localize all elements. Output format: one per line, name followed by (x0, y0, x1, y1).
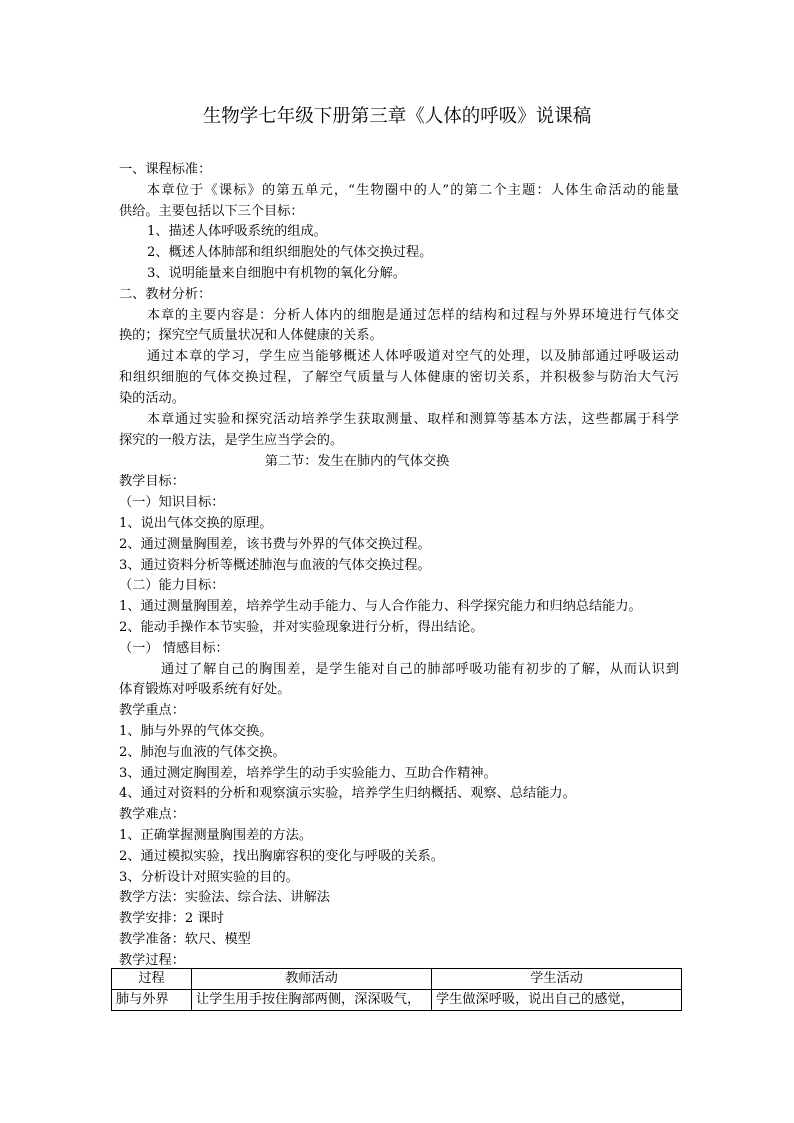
paragraph-line: 体育锻炼对呼吸系统有好处。 (119, 682, 291, 697)
list-item: 1、描述人体呼吸系统的组成。 (147, 224, 327, 239)
paragraph-line: 供给。主要包括以下三个目标： (119, 204, 304, 219)
list-item: 1、通过测量胸围差，培养学生动手能力、与人合作能力、科学探究能力和归纳总结能力。 (119, 599, 642, 614)
ability-heading: （二）能力目标： (119, 578, 225, 593)
paragraph-line: 通过本章的学习，学生应当能够概述人体呼吸道对空气的处理，以及肺部通过呼吸运动 (147, 349, 679, 364)
list-item: 2、通过测量胸围差，该书费与外界的气体交换过程。 (119, 537, 431, 552)
knowledge-heading: （一）知识目标： (119, 495, 225, 510)
column-header-teacher: 教师活动 (192, 969, 432, 990)
paragraph-line: 本章通过实验和探究活动培养学生获取测量、取样和测算等基本方法，这些都属于科学 (147, 412, 679, 427)
paragraph-line: 本章位于《课标》的第五单元，“生物圈中的人”的第二个主题：人体生命活动的能量 (147, 183, 679, 198)
table-cell: 学生做深呼吸，说出自己的感觉， (432, 990, 682, 1011)
difficulty-heading: 教学难点： (119, 807, 185, 822)
list-item: 2、能动手操作本节实验，并对实验现象进行分析，得出结论。 (119, 620, 484, 635)
list-item: 3、通过测定胸围差，培养学生的动手实验能力、互助合作精神。 (119, 766, 497, 781)
section-heading-curriculum: 一、课程标准： (119, 162, 212, 177)
paragraph-line: 染的活动。 (119, 391, 185, 406)
table-row (112, 990, 682, 1011)
column-header-process: 过程 (112, 969, 192, 990)
list-item: 3、说明能量来自细胞中有机物的氧化分解。 (147, 266, 406, 281)
list-item: 3、通过资料分析等概述肺泡与血液的气体交换过程。 (119, 558, 431, 573)
list-item: 2、通过模拟实验，找出胸廓容积的变化与呼吸的关系。 (119, 849, 444, 864)
objectives-heading: 教学目标： (119, 474, 185, 489)
table-cell: 肺与外界 (112, 990, 192, 1011)
paragraph-line: 探究的一般方法，是学生应当学会的。 (119, 433, 344, 448)
list-item: 1、说出气体交换的原理。 (119, 516, 273, 531)
section-heading-textbook: 二、教材分析： (119, 287, 212, 302)
process-heading: 教学过程： (119, 953, 185, 968)
list-item: 2、概述人体肺部和组织细胞处的气体交换过程。 (147, 245, 433, 260)
process-table (111, 968, 682, 1011)
list-item: 2、肺泡与血液的气体交换。 (119, 745, 286, 760)
column-header-student: 学生活动 (432, 969, 682, 990)
paragraph-line: 换的；探究空气质量状况和人体健康的关系。 (119, 328, 383, 343)
list-item: 4、通过对资料的分析和观察演示实验，培养学生归纳概括、观察、总结能力。 (119, 786, 576, 801)
paragraph-line: 和组织细胞的气体交换过程，了解空气质量与人体健康的密切关系，并积极参与防治大气污 (119, 370, 679, 385)
table-header-row (112, 969, 682, 990)
teaching-arrangement: 教学安排：2 课时 (119, 911, 224, 926)
section-subtitle: 第二节：发生在肺内的气体交换 (264, 454, 450, 469)
document-title: 生物学七年级下册第三章《人体的呼吸》说课稿 (202, 106, 592, 127)
teaching-preparation: 教学准备：软尺、模型 (119, 932, 251, 947)
table-cell: 让学生用手按住胸部两侧，深深吸气， (192, 990, 432, 1011)
emotion-heading: （一） 情感目标： (119, 641, 229, 656)
paragraph-line: 通过了解自己的胸围差，是学生能对自己的肺部呼吸功能有初步的了解，从而认识到 (161, 662, 679, 677)
focus-heading: 教学重点： (119, 703, 185, 718)
list-item: 1、肺与外界的气体交换。 (119, 724, 273, 739)
teaching-methods: 教学方法：实验法、综合法、讲解法 (119, 890, 330, 905)
list-item: 1、正确掌握测量胸围差的方法。 (119, 828, 313, 843)
paragraph-line: 本章的主要内容是：分析人体内的细胞是通过怎样的结构和过程与外界环境进行气体交 (147, 308, 679, 323)
list-item: 3、分析设计对照实验的目的。 (119, 870, 299, 885)
